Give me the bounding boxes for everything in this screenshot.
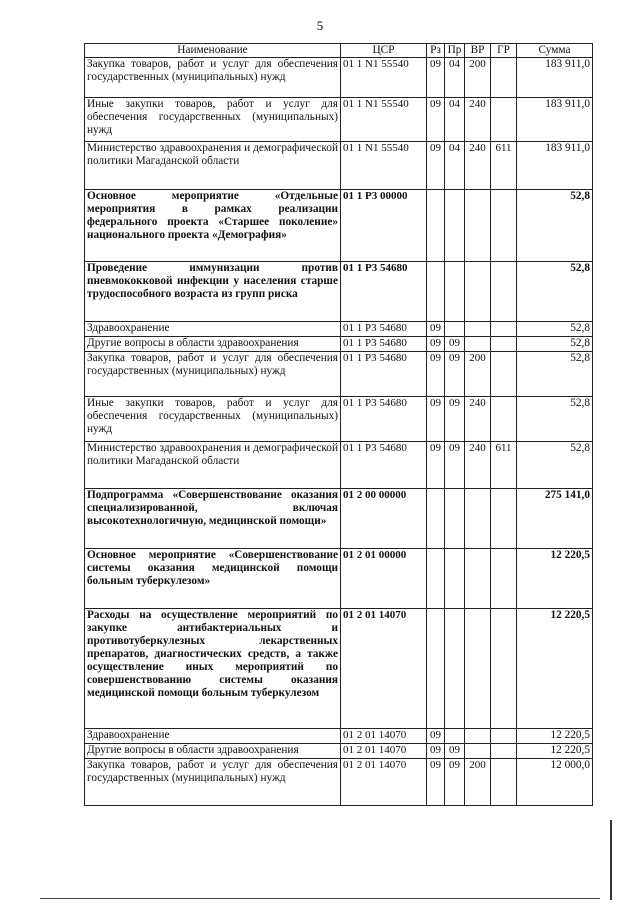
cell-csr: 01 2 00 00000	[341, 489, 427, 549]
cell-sum: 275 141,0	[517, 489, 593, 549]
cell-gr	[491, 489, 517, 549]
cell-sum: 52,8	[517, 337, 593, 352]
cell-sum: 12 220,5	[517, 729, 593, 744]
header-vr: ВР	[465, 44, 491, 58]
cell-vr: 240	[465, 442, 491, 489]
cell-csr: 01 2 01 14070	[341, 759, 427, 806]
cell-gr	[491, 98, 517, 142]
table-row	[85, 489, 593, 549]
page-number: 5	[316, 18, 324, 33]
cell-csr: 01 2 01 00000	[341, 549, 427, 609]
cell-name: Закупка товаров, работ и услуг для обеспечения государственных (муниципальных) нужд	[85, 58, 341, 98]
cell-sum: 52,8	[517, 442, 593, 489]
cell-rz: 09	[427, 729, 445, 744]
cell-rz: 09	[427, 337, 445, 352]
cell-name: Иные закупки товаров, работ и услуг для обеспечения государственных (муниципальных) нужд	[85, 397, 341, 442]
cell-pr: 04	[445, 58, 465, 98]
cell-pr	[445, 322, 465, 337]
cell-pr: 04	[445, 98, 465, 142]
cell-pr	[445, 729, 465, 744]
cell-name: Основное мероприятие «Отдельные мероприятия в рамках реализации федерального проекта «Старшее поколение» национального проекта «Демография»	[85, 190, 341, 262]
cell-gr: 611	[491, 142, 517, 190]
cell-vr	[465, 322, 491, 337]
table-row	[85, 58, 593, 98]
budget-table	[84, 43, 593, 806]
cell-rz: 09	[427, 759, 445, 806]
cell-sum: 52,8	[517, 190, 593, 262]
cell-rz	[427, 262, 445, 322]
cell-name: Расходы на осуществление мероприятий по закупке антибактериальных и противотуберкулезных лекарственных препаратов, диагностических средств, а также осуществление иных мероприятий по совершенствованию системы оказания медицинской помощи больным туберкулезом	[85, 609, 341, 729]
table-row	[85, 262, 593, 322]
cell-name: Министерство здравоохранения и демографической политики Магаданской области	[85, 442, 341, 489]
cell-gr	[491, 352, 517, 397]
cell-rz: 09	[427, 397, 445, 442]
cell-name: Закупка товаров, работ и услуг для обеспечения государственных (муниципальных) нужд	[85, 352, 341, 397]
header-gr: ГР	[491, 44, 517, 58]
cell-rz: 09	[427, 322, 445, 337]
cell-vr	[465, 489, 491, 549]
table-row	[85, 352, 593, 397]
cell-name: Здравоохранение	[85, 729, 341, 744]
cell-gr	[491, 759, 517, 806]
table-row	[85, 397, 593, 442]
cell-vr	[465, 549, 491, 609]
cell-csr: 01 1 P3 54680	[341, 352, 427, 397]
cell-vr	[465, 609, 491, 729]
cell-name: Другие вопросы в области здравоохранения	[85, 744, 341, 759]
cell-name: Подпрограмма «Совершенствование оказания специализированной, включая высокотехнологичную, медицинской помощи»	[85, 489, 341, 549]
cell-name: Иные закупки товаров, работ и услуг для обеспечения государственных (муниципальных) нужд	[85, 98, 341, 142]
cell-csr: 01 1 N1 55540	[341, 98, 427, 142]
cell-csr: 01 1 N1 55540	[341, 142, 427, 190]
table-header-row	[85, 44, 593, 58]
cell-gr	[491, 744, 517, 759]
cell-csr: 01 1 P3 54680	[341, 442, 427, 489]
cell-name: Проведение иммунизации против пневмококковой инфекции у населения старше трудоспособного возраста из групп риска	[85, 262, 341, 322]
cell-csr: 01 2 01 14070	[341, 729, 427, 744]
cell-sum: 52,8	[517, 352, 593, 397]
cell-gr	[491, 397, 517, 442]
cell-pr: 09	[445, 744, 465, 759]
table-row	[85, 337, 593, 352]
cell-vr: 200	[465, 58, 491, 98]
table-row	[85, 609, 593, 729]
cell-pr	[445, 549, 465, 609]
cell-vr	[465, 262, 491, 322]
cell-sum: 12 220,5	[517, 609, 593, 729]
cell-gr	[491, 337, 517, 352]
table-row	[85, 442, 593, 489]
cell-gr: 611	[491, 442, 517, 489]
table-row	[85, 744, 593, 759]
cell-gr	[491, 58, 517, 98]
cell-csr: 01 1 P3 54680	[341, 322, 427, 337]
cell-csr: 01 1 P3 54680	[341, 337, 427, 352]
cell-gr	[491, 190, 517, 262]
cell-pr: 09	[445, 337, 465, 352]
header-pr: Пр	[445, 44, 465, 58]
bottom-rule	[40, 898, 600, 899]
cell-sum: 183 911,0	[517, 142, 593, 190]
header-csr: ЦСР	[341, 44, 427, 58]
cell-rz	[427, 489, 445, 549]
cell-name: Другие вопросы в области здравоохранения	[85, 337, 341, 352]
cell-name: Здравоохранение	[85, 322, 341, 337]
cell-vr	[465, 337, 491, 352]
cell-csr: 01 2 01 14070	[341, 609, 427, 729]
header-name: Наименование	[85, 44, 341, 58]
table-row	[85, 729, 593, 744]
cell-name: Министерство здравоохранения и демографической политики Магаданской области	[85, 142, 341, 190]
cell-vr: 200	[465, 352, 491, 397]
cell-name: Закупка товаров, работ и услуг для обеспечения государственных (муниципальных) нужд	[85, 759, 341, 806]
cell-sum: 52,8	[517, 397, 593, 442]
cell-pr: 09	[445, 442, 465, 489]
table-row	[85, 98, 593, 142]
cell-pr: 09	[445, 352, 465, 397]
cell-pr: 09	[445, 759, 465, 806]
cell-rz: 09	[427, 352, 445, 397]
cell-vr	[465, 729, 491, 744]
cell-rz: 09	[427, 98, 445, 142]
cell-vr	[465, 190, 491, 262]
cell-pr	[445, 190, 465, 262]
cell-rz	[427, 609, 445, 729]
cell-pr	[445, 609, 465, 729]
cell-gr	[491, 322, 517, 337]
cell-rz: 09	[427, 442, 445, 489]
cell-pr: 09	[445, 397, 465, 442]
cell-pr	[445, 262, 465, 322]
table-body	[85, 58, 593, 806]
cell-rz	[427, 549, 445, 609]
cell-vr: 240	[465, 142, 491, 190]
table-row	[85, 549, 593, 609]
cell-pr: 04	[445, 142, 465, 190]
cell-rz: 09	[427, 744, 445, 759]
cell-rz: 09	[427, 58, 445, 98]
cell-csr: 01 1 P3 54680	[341, 397, 427, 442]
cell-sum: 12 220,5	[517, 744, 593, 759]
cell-sum: 12 220,5	[517, 549, 593, 609]
cell-vr	[465, 744, 491, 759]
margin-line	[610, 820, 612, 900]
cell-name: Основное мероприятие «Совершенствование системы оказания медицинской помощи больным туберкулезом»	[85, 549, 341, 609]
cell-gr	[491, 262, 517, 322]
table-row	[85, 759, 593, 806]
cell-rz	[427, 190, 445, 262]
header-sum: Сумма	[517, 44, 593, 58]
cell-csr: 01 2 01 14070	[341, 744, 427, 759]
cell-vr: 240	[465, 397, 491, 442]
table-row	[85, 142, 593, 190]
table-row	[85, 190, 593, 262]
cell-rz: 09	[427, 142, 445, 190]
cell-sum: 183 911,0	[517, 58, 593, 98]
cell-gr	[491, 609, 517, 729]
cell-sum: 183 911,0	[517, 98, 593, 142]
cell-csr: 01 1 P3 54680	[341, 262, 427, 322]
cell-pr	[445, 489, 465, 549]
cell-sum: 52,8	[517, 262, 593, 322]
cell-vr: 200	[465, 759, 491, 806]
cell-gr	[491, 549, 517, 609]
cell-vr: 240	[465, 98, 491, 142]
cell-csr: 01 1 P3 00000	[341, 190, 427, 262]
cell-csr: 01 1 N1 55540	[341, 58, 427, 98]
table-row	[85, 322, 593, 337]
cell-sum: 52,8	[517, 322, 593, 337]
cell-gr	[491, 729, 517, 744]
cell-sum: 12 000,0	[517, 759, 593, 806]
header-rz: Рз	[427, 44, 445, 58]
